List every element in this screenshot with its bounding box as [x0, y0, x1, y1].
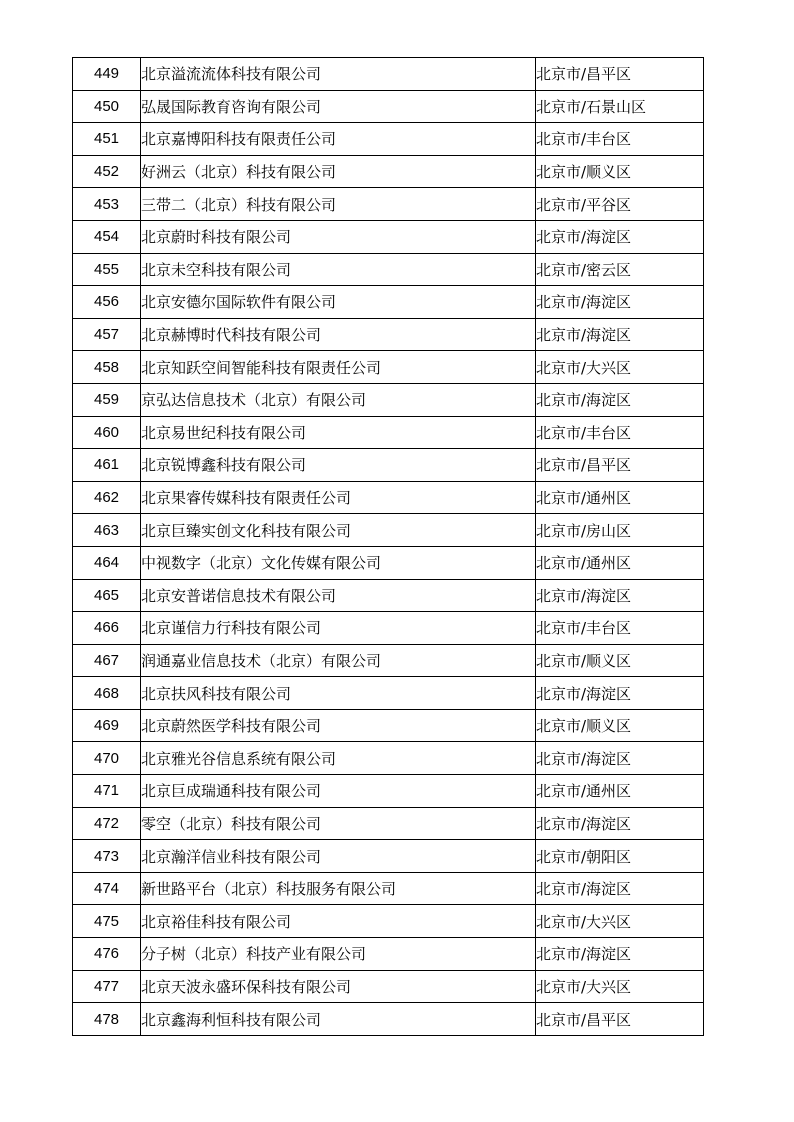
- row-number-cell: 459: [73, 383, 141, 416]
- row-number-cell: 464: [73, 546, 141, 579]
- company-name-cell: 中视数字（北京）文化传媒有限公司: [141, 546, 536, 579]
- table-row: [73, 383, 704, 416]
- row-number-cell: 467: [73, 644, 141, 677]
- region-cell: 北京市/通州区: [536, 775, 704, 808]
- region-cell: 北京市/昌平区: [536, 1003, 704, 1036]
- region-cell: 北京市/房山区: [536, 514, 704, 547]
- row-number-cell: 461: [73, 449, 141, 482]
- region-cell: 北京市/昌平区: [536, 449, 704, 482]
- table-row: [73, 709, 704, 742]
- table-row: [73, 481, 704, 514]
- company-name-cell: 北京嘉博阳科技有限责任公司: [141, 123, 536, 156]
- company-name-cell: 弘晟国际教育咨询有限公司: [141, 90, 536, 123]
- row-number-cell: 454: [73, 220, 141, 253]
- row-number-cell: 469: [73, 709, 141, 742]
- company-name-cell: 北京果睿传媒科技有限责任公司: [141, 481, 536, 514]
- row-number-cell: 456: [73, 286, 141, 319]
- row-number-cell: 463: [73, 514, 141, 547]
- company-name-cell: 北京溢流流体科技有限公司: [141, 58, 536, 91]
- row-number-cell: 457: [73, 318, 141, 351]
- table-row: [73, 612, 704, 645]
- table-row: [73, 905, 704, 938]
- region-cell: 北京市/海淀区: [536, 579, 704, 612]
- region-cell: 北京市/平谷区: [536, 188, 704, 221]
- region-cell: 北京市/海淀区: [536, 872, 704, 905]
- company-name-cell: 北京蔚时科技有限公司: [141, 220, 536, 253]
- company-name-cell: 北京安普诺信息技术有限公司: [141, 579, 536, 612]
- region-cell: 北京市/石景山区: [536, 90, 704, 123]
- company-name-cell: 北京锐博鑫科技有限公司: [141, 449, 536, 482]
- row-number-cell: 472: [73, 807, 141, 840]
- table-row: [73, 742, 704, 775]
- company-name-cell: 北京瀚洋信业科技有限公司: [141, 840, 536, 873]
- region-cell: 北京市/顺义区: [536, 644, 704, 677]
- company-name-cell: 北京知跃空间智能科技有限责任公司: [141, 351, 536, 384]
- region-cell: 北京市/朝阳区: [536, 840, 704, 873]
- row-number-cell: 465: [73, 579, 141, 612]
- table-row: [73, 318, 704, 351]
- company-name-cell: 北京鑫海利恒科技有限公司: [141, 1003, 536, 1036]
- company-table: [72, 57, 704, 1036]
- row-number-cell: 455: [73, 253, 141, 286]
- region-cell: 北京市/顺义区: [536, 155, 704, 188]
- region-cell: 北京市/密云区: [536, 253, 704, 286]
- table-row: [73, 546, 704, 579]
- row-number-cell: 473: [73, 840, 141, 873]
- row-number-cell: 474: [73, 872, 141, 905]
- region-cell: 北京市/海淀区: [536, 742, 704, 775]
- company-name-cell: 北京谨信力行科技有限公司: [141, 612, 536, 645]
- company-name-cell: 北京天波永盛环保科技有限公司: [141, 970, 536, 1003]
- row-number-cell: 478: [73, 1003, 141, 1036]
- company-name-cell: 分子树（北京）科技产业有限公司: [141, 938, 536, 971]
- company-name-cell: 北京蔚然医学科技有限公司: [141, 709, 536, 742]
- company-name-cell: 三带二（北京）科技有限公司: [141, 188, 536, 221]
- table-body: [73, 58, 704, 1036]
- region-cell: 北京市/通州区: [536, 546, 704, 579]
- region-cell: 北京市/海淀区: [536, 938, 704, 971]
- region-cell: 北京市/海淀区: [536, 318, 704, 351]
- row-number-cell: 466: [73, 612, 141, 645]
- table-row: [73, 970, 704, 1003]
- company-name-cell: 新世路平台（北京）科技服务有限公司: [141, 872, 536, 905]
- row-number-cell: 449: [73, 58, 141, 91]
- table-row: [73, 644, 704, 677]
- region-cell: 北京市/海淀区: [536, 677, 704, 710]
- region-cell: 北京市/大兴区: [536, 970, 704, 1003]
- row-number-cell: 468: [73, 677, 141, 710]
- table-row: [73, 1003, 704, 1036]
- row-number-cell: 476: [73, 938, 141, 971]
- company-name-cell: 零空（北京）科技有限公司: [141, 807, 536, 840]
- row-number-cell: 462: [73, 481, 141, 514]
- row-number-cell: 471: [73, 775, 141, 808]
- region-cell: 北京市/海淀区: [536, 383, 704, 416]
- row-number-cell: 452: [73, 155, 141, 188]
- row-number-cell: 477: [73, 970, 141, 1003]
- region-cell: 北京市/丰台区: [536, 123, 704, 156]
- company-name-cell: 京弘达信息技术（北京）有限公司: [141, 383, 536, 416]
- table-row: [73, 677, 704, 710]
- region-cell: 北京市/顺义区: [536, 709, 704, 742]
- row-number-cell: 450: [73, 90, 141, 123]
- company-name-cell: 北京巨成瑞通科技有限公司: [141, 775, 536, 808]
- region-cell: 北京市/海淀区: [536, 220, 704, 253]
- company-name-cell: 北京安德尔国际软件有限公司: [141, 286, 536, 319]
- table-row: [73, 351, 704, 384]
- region-cell: 北京市/丰台区: [536, 416, 704, 449]
- table-row: [73, 90, 704, 123]
- table-row: [73, 188, 704, 221]
- region-cell: 北京市/丰台区: [536, 612, 704, 645]
- company-name-cell: 北京裕佳科技有限公司: [141, 905, 536, 938]
- row-number-cell: 470: [73, 742, 141, 775]
- row-number-cell: 458: [73, 351, 141, 384]
- row-number-cell: 451: [73, 123, 141, 156]
- table-row: [73, 416, 704, 449]
- table-row: [73, 840, 704, 873]
- table-row: [73, 449, 704, 482]
- region-cell: 北京市/海淀区: [536, 807, 704, 840]
- region-cell: 北京市/大兴区: [536, 905, 704, 938]
- table-row: [73, 253, 704, 286]
- table-row: [73, 155, 704, 188]
- company-name-cell: 北京雅光谷信息系统有限公司: [141, 742, 536, 775]
- region-cell: 北京市/海淀区: [536, 286, 704, 319]
- company-name-cell: 北京易世纪科技有限公司: [141, 416, 536, 449]
- company-name-cell: 北京扶风科技有限公司: [141, 677, 536, 710]
- company-name-cell: 北京巨臻实创文化科技有限公司: [141, 514, 536, 547]
- table-row: [73, 579, 704, 612]
- row-number-cell: 460: [73, 416, 141, 449]
- row-number-cell: 475: [73, 905, 141, 938]
- table-row: [73, 514, 704, 547]
- table-row: [73, 58, 704, 91]
- region-cell: 北京市/通州区: [536, 481, 704, 514]
- table-row: [73, 286, 704, 319]
- table-row: [73, 807, 704, 840]
- company-name-cell: 北京赫博时代科技有限公司: [141, 318, 536, 351]
- table-row: [73, 938, 704, 971]
- table-row: [73, 123, 704, 156]
- table-row: [73, 220, 704, 253]
- region-cell: 北京市/大兴区: [536, 351, 704, 384]
- company-name-cell: 好洲云（北京）科技有限公司: [141, 155, 536, 188]
- region-cell: 北京市/昌平区: [536, 58, 704, 91]
- table-row: [73, 775, 704, 808]
- row-number-cell: 453: [73, 188, 141, 221]
- table-row: [73, 872, 704, 905]
- company-name-cell: 北京未空科技有限公司: [141, 253, 536, 286]
- company-name-cell: 润通嘉业信息技术（北京）有限公司: [141, 644, 536, 677]
